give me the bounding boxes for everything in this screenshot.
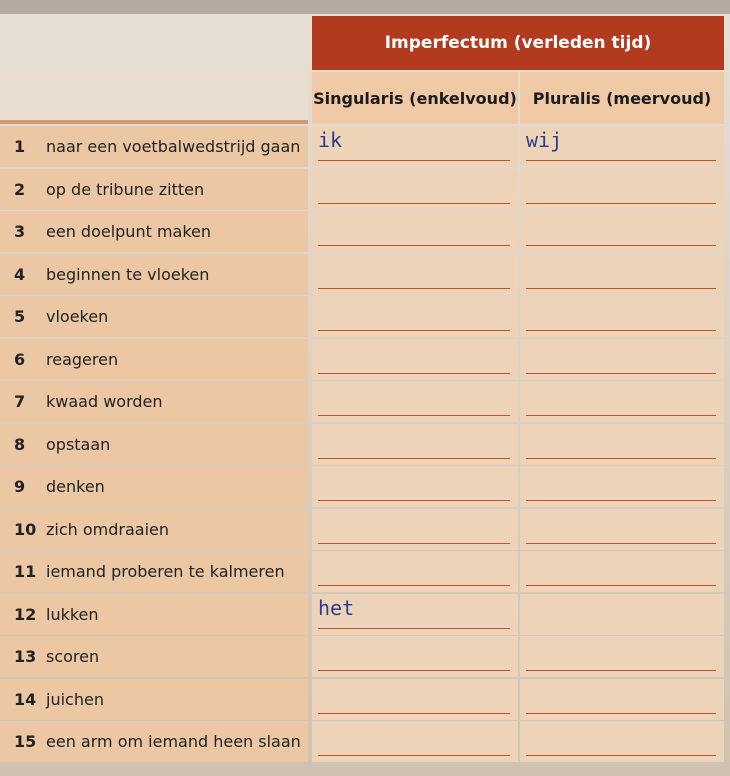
pluralis-answer-field[interactable] [520, 339, 724, 380]
handwritten-answer: wij [526, 128, 563, 152]
row-phrase: op de tribune zitten [40, 169, 308, 210]
singularis-answer-field[interactable] [312, 636, 518, 677]
exercise-table [0, 16, 724, 772]
row-number: 7 [0, 381, 40, 422]
row-number: 6 [0, 339, 40, 380]
table-row [0, 424, 724, 465]
answer-line [526, 373, 716, 374]
answer-line [318, 755, 510, 756]
answer-line [318, 288, 510, 289]
answer-line [526, 670, 716, 671]
singularis-answer-field[interactable] [312, 466, 518, 507]
pluralis-answer-field[interactable] [520, 721, 724, 762]
table-row [0, 594, 724, 635]
answer-line [526, 755, 716, 756]
answer-line [318, 415, 510, 416]
column-header-pluralis: Pluralis (meervoud) [520, 72, 724, 124]
row-phrase: naar een voetbalwedstrijd gaan [40, 126, 308, 167]
pluralis-answer-field[interactable] [520, 169, 724, 210]
pluralis-answer-field[interactable] [520, 466, 724, 507]
row-number: 12 [0, 594, 40, 635]
row-number: 13 [0, 636, 40, 677]
row-phrase: vloeken [40, 296, 308, 337]
answer-line [526, 458, 716, 459]
answer-line [318, 500, 510, 501]
singularis-answer-field[interactable] [312, 169, 518, 210]
answer-line [526, 713, 716, 714]
top-strip [0, 0, 730, 14]
table-row [0, 509, 724, 550]
singularis-answer-field[interactable] [312, 509, 518, 550]
row-phrase: denken [40, 466, 308, 507]
row-phrase: zich omdraaien [40, 509, 308, 550]
row-number: 15 [0, 721, 40, 762]
row-phrase: opstaan [40, 424, 308, 465]
answer-line [318, 543, 510, 544]
pluralis-answer-field[interactable] [520, 381, 724, 422]
row-number: 9 [0, 466, 40, 507]
answer-line [318, 670, 510, 671]
singularis-answer-field[interactable] [312, 424, 518, 465]
table-row [0, 636, 724, 677]
row-number: 1 [0, 126, 40, 167]
row-number: 10 [0, 509, 40, 550]
row-number: 14 [0, 679, 40, 720]
singularis-answer-field[interactable] [312, 679, 518, 720]
singularis-answer-field[interactable] [312, 254, 518, 295]
answer-line [526, 500, 716, 501]
row-number: 11 [0, 551, 40, 592]
row-number: 3 [0, 211, 40, 252]
table-row [0, 211, 724, 252]
answer-line [318, 203, 510, 204]
answer-line [318, 160, 510, 161]
pluralis-answer-field[interactable] [520, 551, 724, 592]
answer-line [526, 543, 716, 544]
row-phrase: een arm om iemand heen slaan [40, 721, 308, 762]
column-header-singularis: Singularis (enkelvoud) [312, 72, 518, 124]
singularis-answer-field[interactable] [312, 339, 518, 380]
answer-line [526, 203, 716, 204]
row-phrase: een doelpunt maken [40, 211, 308, 252]
pluralis-answer-field[interactable] [520, 509, 724, 550]
row-phrase: reageren [40, 339, 308, 380]
answer-line [318, 330, 510, 331]
answer-line [318, 628, 510, 629]
pluralis-answer-field[interactable] [520, 254, 724, 295]
row-number: 8 [0, 424, 40, 465]
answer-line [318, 713, 510, 714]
table-row [0, 466, 724, 507]
singularis-answer-field[interactable] [312, 381, 518, 422]
answer-line [526, 330, 716, 331]
table-row [0, 381, 724, 422]
singularis-answer-field[interactable] [312, 211, 518, 252]
table-row [0, 254, 724, 295]
answer-line [318, 458, 510, 459]
answer-line [526, 245, 716, 246]
row-phrase: scoren [40, 636, 308, 677]
row-phrase: juichen [40, 679, 308, 720]
pluralis-answer-field[interactable] [520, 211, 724, 252]
answer-line [526, 288, 716, 289]
pluralis-answer-field[interactable] [520, 679, 724, 720]
table-row [0, 551, 724, 592]
row-number: 2 [0, 169, 40, 210]
row-number: 5 [0, 296, 40, 337]
singularis-answer-field[interactable] [312, 296, 518, 337]
answer-line [318, 585, 510, 586]
table-row [0, 339, 724, 380]
answer-line [526, 415, 716, 416]
answer-line [526, 585, 716, 586]
handwritten-answer: het [318, 595, 355, 620]
table-row [0, 169, 724, 210]
singularis-answer-field[interactable] [312, 126, 518, 167]
singularis-answer-field[interactable] [312, 721, 518, 762]
table-row [0, 126, 724, 167]
pluralis-answer-field[interactable] [520, 636, 724, 677]
row-phrase: lukken [40, 594, 308, 635]
table-row [0, 721, 724, 762]
row-phrase: kwaad worden [40, 381, 308, 422]
table-row [0, 296, 724, 337]
table-header-title: Imperfectum (verleden tijd) [312, 16, 724, 70]
pluralis-answer-field[interactable] [520, 296, 724, 337]
answer-line [526, 160, 716, 161]
row-phrase: iemand proberen te kalmeren [40, 551, 308, 592]
singularis-answer-field[interactable] [312, 551, 518, 592]
answer-line [318, 245, 510, 246]
singularis-answer-field[interactable] [312, 594, 518, 635]
answer-line [318, 373, 510, 374]
subheader-spacer [0, 72, 308, 124]
table-row [0, 679, 724, 720]
handwritten-answer: ik [318, 128, 343, 152]
row-number: 4 [0, 254, 40, 295]
row-phrase: beginnen te vloeken [40, 254, 308, 295]
pluralis-answer-field[interactable] [520, 594, 724, 635]
pluralis-answer-field[interactable] [520, 424, 724, 465]
pluralis-answer-field[interactable] [520, 126, 724, 167]
